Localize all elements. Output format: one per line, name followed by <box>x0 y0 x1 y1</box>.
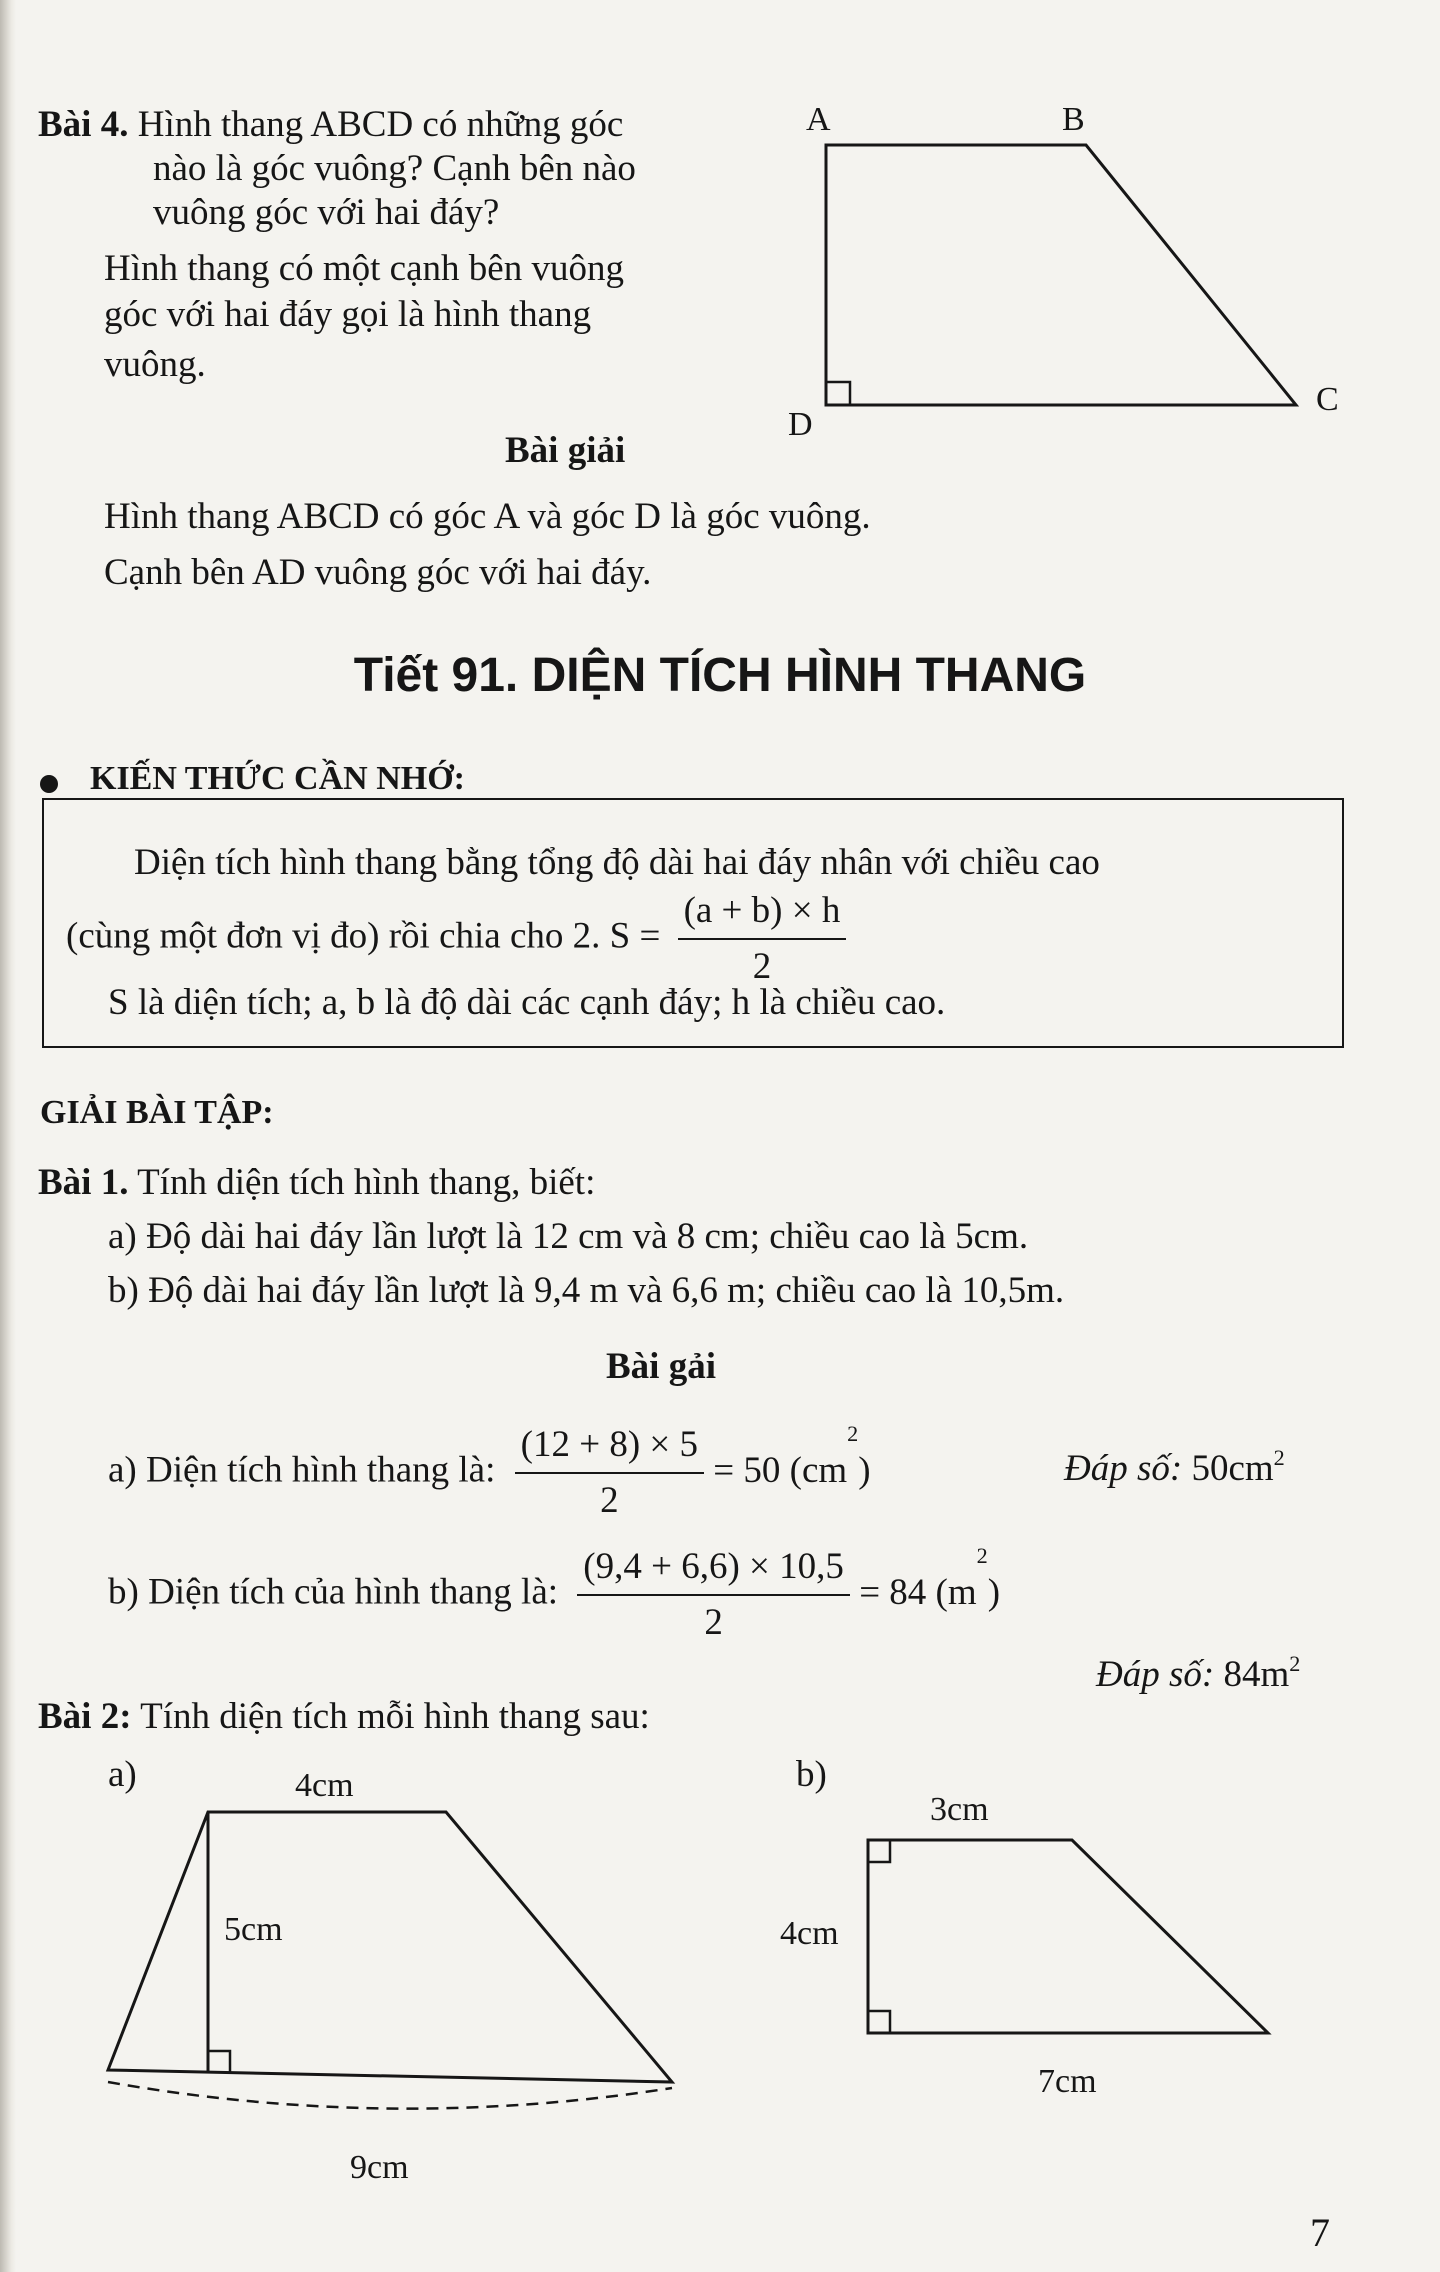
fig-a-top-label: 4cm <box>295 1770 354 1804</box>
bai1-question-text: Tính diện tích hình thang, biết: <box>137 1162 596 1203</box>
sol-b-numerator: (9,4 + 6,6) × 10,5 <box>577 1544 850 1596</box>
rule-line1: Diện tích hình thang bằng tổng độ dài hai đáy nhân với chiều cao <box>134 842 1100 883</box>
area-formula-numerator: (a + b) × h <box>678 888 847 940</box>
sol-a-text: a) Diện tích hình thang là: <box>108 1449 496 1491</box>
rule-line2-text: (cùng một đơn vị đo) rồi chia cho 2. S = <box>66 915 661 957</box>
bai4-question-line3: vuông góc với hai đáy? <box>153 192 500 233</box>
bai4-question-text: Hình thang ABCD có những góc <box>137 104 624 145</box>
bai1-solution-title: Bài gải <box>606 1346 716 1387</box>
sol-a-denominator: 2 <box>600 1480 619 1522</box>
bai4-answer-line2: Cạnh bên AD vuông góc với hai đáy. <box>104 552 652 593</box>
vertex-b-label: B <box>1062 101 1085 138</box>
right-angle-mark-b-top <box>868 1840 890 1862</box>
fig-a-height-label: 5cm <box>224 1911 283 1948</box>
right-angle-mark-d <box>826 382 850 405</box>
sol-b-answer-label: Đáp số: <box>1096 1654 1215 1695</box>
trapezoid-a <box>108 1812 672 2082</box>
bottom-dimension-arc-a <box>108 2082 672 2109</box>
bai4-trapezoid-figure <box>780 90 1380 450</box>
fig-a-bottom-label: 9cm <box>350 2149 409 2186</box>
trapezoid-abcd <box>826 145 1296 405</box>
bai1-part-a: a) Độ dài hai đáy lần lượt là 12 cm và 8 cm; chiều cao là 5cm. <box>108 1216 1029 1257</box>
fig-b-label: b) <box>796 1754 827 1795</box>
bai4-note-line2: góc với hai đáy gọi là hình thang <box>104 294 592 335</box>
vertex-c-label: C <box>1316 381 1339 418</box>
bai1-part-b: b) Độ dài hai đáy lần lượt là 9,4 m và 6,6 m; chiều cao là 10,5m. <box>108 1270 1065 1311</box>
sol-b-answer-value: $84m^2$ <box>1223 1651 1301 1695</box>
sol-b-answer <box>1096 1652 1300 1698</box>
rule-line3: S là diện tích; a, b là độ dài các cạnh đáy; h là chiều cao. <box>108 982 946 1023</box>
bai2-figure-b <box>770 1780 1330 2120</box>
bai1-solution-b <box>108 1544 1000 1647</box>
rule-line2 <box>66 888 846 991</box>
bai4-note-line1: Hình thang có một cạnh bên vuông <box>104 248 624 289</box>
fig-b-height-label: 4cm <box>780 1915 839 1952</box>
bai2-figure-a <box>90 1770 710 2190</box>
sol-a-fraction <box>515 1422 704 1525</box>
exercises-heading: GIẢI BÀI TẬP: <box>40 1094 274 1131</box>
bai1-solution-a <box>108 1422 871 1525</box>
right-angle-mark-b-bottom <box>868 2011 890 2033</box>
bai4-answer-line1: Hình thang ABCD có góc A và góc D là góc vuông. <box>104 496 871 537</box>
book-spine-shadow <box>0 0 16 2272</box>
right-angle-mark-a <box>208 2051 230 2074</box>
area-formula-denominator: 2 <box>752 946 772 988</box>
sol-b-fraction <box>577 1544 850 1647</box>
fig-b-top-label: 3cm <box>930 1791 989 1828</box>
bullet-icon <box>40 775 58 793</box>
sol-b-denominator: 2 <box>704 1602 723 1644</box>
bai1-question <box>38 1160 595 1206</box>
bai2-question <box>38 1694 650 1740</box>
bai4-question-line2: nào là góc vuông? Cạnh bên nào <box>153 148 636 189</box>
vertex-a-label: A <box>806 101 831 138</box>
sol-b-result: = 84 $(m^2)$ <box>859 1543 1001 1613</box>
sol-b-text: b) Diện tích của hình thang là: <box>108 1571 559 1613</box>
knowledge-heading: KIẾN THỨC CẦN NHỚ: <box>90 760 465 797</box>
sol-a-answer-label: Đáp số: <box>1064 1448 1183 1489</box>
bai4-solution-title: Bài giải <box>505 430 626 471</box>
bai4-question-line1 <box>38 102 623 148</box>
area-formula <box>678 888 847 991</box>
sol-a-answer <box>1064 1446 1285 1492</box>
sol-a-result: = 50 $(cm^2)$ <box>713 1421 871 1491</box>
bai2-label: Bài 2: <box>38 1696 132 1737</box>
fig-a-label: a) <box>108 1754 137 1795</box>
fig-b-bottom-label: 7cm <box>1038 2063 1097 2100</box>
lesson-title: Tiết 91. DIỆN TÍCH HÌNH THANG <box>353 649 1087 702</box>
bai4-note-line3: vuông. <box>104 344 206 385</box>
sol-a-numerator: (12 + 8) × 5 <box>515 1422 704 1474</box>
vertex-d-label: D <box>788 406 813 443</box>
bai4-label: Bài 4. <box>38 104 129 145</box>
trapezoid-b <box>868 1840 1268 2033</box>
sol-a-answer-value: $50cm^2$ <box>1191 1445 1285 1489</box>
bai1-label: Bài 1. <box>38 1162 129 1203</box>
bai2-question-text: Tính diện tích mỗi hình thang sau: <box>140 1696 650 1737</box>
page-number: 7 <box>1310 2210 1330 2255</box>
